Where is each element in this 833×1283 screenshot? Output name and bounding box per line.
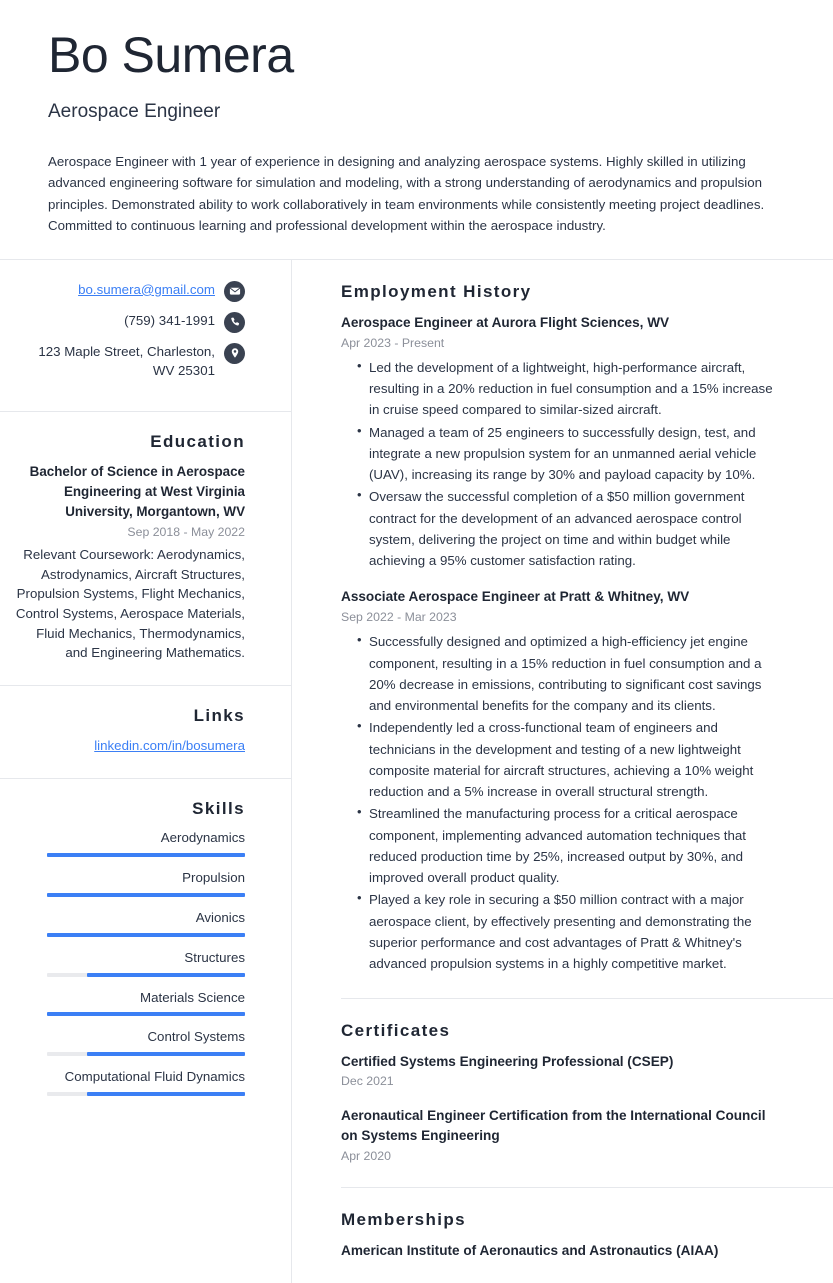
list-item <box>341 1241 785 1261</box>
skill-label: Control Systems <box>147 1029 245 1045</box>
entry-bullets <box>341 357 785 572</box>
list-item <box>341 313 785 572</box>
entry-title: Aeronautical Engineer Certification from the International Council on Systems Engineering <box>341 1108 766 1144</box>
main-column <box>292 260 833 1283</box>
skill-label: Materials Science <box>140 989 245 1005</box>
memberships-heading: Memberships <box>341 1210 466 1230</box>
certificates-heading: Certificates <box>341 1020 451 1040</box>
skill-level-fill <box>47 893 245 897</box>
bullet-item: • Successfully designed and optimized a high-efficiency jet engine component, resulting in a 15% reduction in fuel consumption and a 20% decrease in emissions, contributing to significant cost savings and environmental benefits for the company and its clients. <box>357 631 785 716</box>
skill-label: Propulsion <box>182 869 245 885</box>
entry-date: Apr 2023 - Present <box>341 335 445 350</box>
list-item <box>341 1106 785 1165</box>
address-text: 123 Maple Street, Charleston, WV 25301 <box>38 343 215 379</box>
envelope-icon <box>224 281 245 302</box>
skill-label: Computational Fluid Dynamics <box>64 1069 245 1085</box>
email-link[interactable]: bo.sumera@gmail.com <box>78 281 215 297</box>
bullet-item: • Played a key role in securing a $50 million contract with a major aerospace client, by effectively presenting and demonstrating the superior performance and cost advantages of Pratt & Whitney's advanced propulsion systems in a highly competitive market. <box>357 889 785 974</box>
certificates-list <box>341 1052 785 1166</box>
contact-row-email[interactable] <box>14 280 245 302</box>
education-description: Relevant Coursework: Aerodynamics, Astrodynamics, Aircraft Structures, Propulsion Systems, Flight Mechanics, Control Systems, Aerospace Materials, Fluid Mechanics, Thermodynamics, and Engineering Mathematics. <box>15 546 245 661</box>
skill-level-bar <box>47 853 245 857</box>
entry-title: Associate Aerospace Engineer at Pratt & Whitney, WV <box>341 589 690 605</box>
links-heading: Links <box>193 705 245 725</box>
phone-text: (759) 341-1991 <box>124 312 215 328</box>
skill-level-bar <box>47 1012 245 1016</box>
entry-date: Sep 2022 - Mar 2023 <box>341 610 457 625</box>
skill-label: Avionics <box>195 909 245 925</box>
map-pin-icon <box>224 343 245 364</box>
skill-item <box>14 909 245 937</box>
page-title: Bo Sumera <box>48 27 294 83</box>
education-degree: Bachelor of Science in Aerospace Engineering at West Virginia University, Morgantown, WV <box>29 464 245 519</box>
skill-level-fill <box>47 853 245 857</box>
skill-level-fill <box>87 1052 245 1056</box>
entry-title: American Institute of Aeronautics and Astronautics (AIAA) <box>341 1243 719 1259</box>
contact-row-phone[interactable] <box>14 311 245 333</box>
entry-title: Aerospace Engineer at Aurora Flight Sciences, WV <box>341 314 670 330</box>
entry-title: Certified Systems Engineering Professional (CSEP) <box>341 1053 674 1069</box>
employment-list <box>341 313 785 975</box>
skills-heading: Skills <box>192 798 245 818</box>
skill-level-bar <box>47 933 245 937</box>
entry-date: Dec 2021 <box>341 1074 394 1089</box>
education-heading: Education <box>150 432 245 452</box>
skill-level-fill <box>87 1092 245 1096</box>
skills-section <box>0 779 291 1119</box>
employment-heading: Employment History <box>341 281 532 301</box>
list-item <box>341 587 785 974</box>
contact-row-address[interactable] <box>14 342 245 381</box>
skill-level-fill <box>87 973 245 977</box>
sidebar <box>0 260 292 1283</box>
phone-icon <box>224 312 245 333</box>
skill-label: Structures <box>184 949 245 965</box>
employment-section <box>341 260 833 999</box>
skill-item <box>14 829 245 857</box>
list-item <box>341 1052 785 1091</box>
bullet-item: • Oversaw the successful completion of a $50 million government contract for the development of an advanced aerospace control system, delivering the project on time and within budget while achieving a 95% customer satisfaction rating. <box>357 486 785 571</box>
professional-summary: Aerospace Engineer with 1 year of experience in designing and analyzing aerospace systems. Highly skilled in utilizing advanced engineering software for simulation and modeling, with a strong understanding of aerodynamics and propulsion principles. Demonstrated ability to work collaboratively in team environments while consistently meeting project deadlines. Committed to continuous learning and professional development within the aerospace industry. <box>48 153 765 234</box>
linkedin-link[interactable]: linkedin.com/in/bosumera <box>94 737 245 753</box>
resume-header <box>0 0 833 237</box>
skill-level-fill <box>47 933 245 937</box>
entry-date: Apr 2020 <box>341 1148 391 1163</box>
skill-item <box>14 949 245 977</box>
education-section <box>0 412 291 686</box>
skill-level-bar <box>47 1052 245 1056</box>
links-section <box>0 686 291 779</box>
skill-level-bar <box>47 973 245 977</box>
email-text <box>78 280 215 299</box>
entry-bullets <box>341 631 785 974</box>
memberships-section <box>341 1188 833 1283</box>
bullet-item: • Managed a team of 25 engineers to successfully design, test, and integrate a new propulsion system for an unmanned aerial vehicle (UAV), increasing its range by 30% and payload capacity by 10%. <box>357 422 785 486</box>
memberships-list <box>341 1241 785 1261</box>
skill-label: Aerodynamics <box>160 829 245 845</box>
skill-level-bar <box>47 1092 245 1096</box>
skill-level-fill <box>47 1012 245 1016</box>
certificates-section <box>341 999 833 1189</box>
bullet-item: • Independently led a cross-functional team of engineers and technicians in the development and testing of a new lightweight composite material for aircraft structures, achieving a 10% weight reduction and a 5% increase in overall structural strength. <box>357 717 785 802</box>
list-item[interactable] <box>14 736 245 756</box>
education-date: Sep 2018 - May 2022 <box>127 524 245 539</box>
bullet-item: • Streamlined the manufacturing process for a critical aerospace component, implementing advanced automation techniques that reduced production time by 25%, increased output by 30%, and improved overall product quality. <box>357 803 785 888</box>
skill-item <box>14 869 245 897</box>
skill-item <box>14 1068 245 1096</box>
contact-section <box>0 260 291 413</box>
skill-item <box>14 1028 245 1056</box>
job-title: Aerospace Engineer <box>48 101 221 122</box>
resume-body <box>0 260 833 1283</box>
skills-list <box>14 829 245 1097</box>
skill-level-bar <box>47 893 245 897</box>
skill-item <box>14 989 245 1017</box>
bullet-item: • Led the development of a lightweight, high-performance aircraft, resulting in a 20% reduction in fuel consumption and a 15% increase in cruise speed compared to similar-sized aircraft. <box>357 357 785 421</box>
